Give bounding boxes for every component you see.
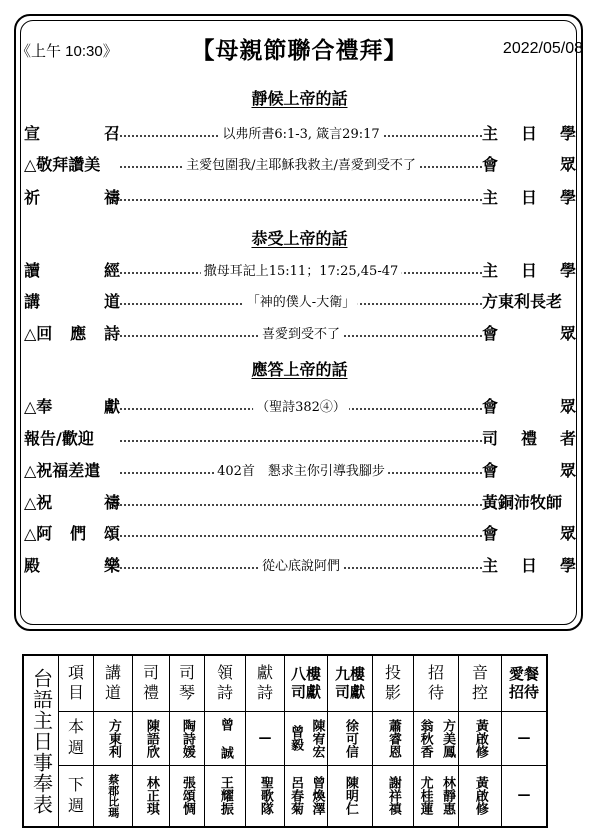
section-title-text: 恭受上帝的話 [251, 229, 348, 248]
name-group [205, 718, 245, 759]
person-name: 方東利 [105, 718, 121, 758]
schedule-column-header [205, 655, 246, 711]
name-group [285, 776, 327, 815]
service-row [24, 520, 576, 544]
name-group [133, 776, 169, 815]
schedule-column-header [285, 655, 328, 711]
row-leader-part: 日 [520, 123, 537, 143]
duty-schedule-table [22, 654, 548, 828]
schedule-cell [94, 765, 133, 827]
row-label-part: 道 [103, 291, 120, 311]
schedule-cell [94, 711, 133, 765]
schedule-column-header [459, 655, 502, 711]
row-label-part: 樂 [103, 555, 120, 575]
schedule-cell [414, 765, 459, 827]
schedule-cell [459, 765, 502, 827]
name-group [459, 776, 501, 815]
column-label: 投影 [384, 663, 401, 703]
row-label-part: 應 [70, 323, 87, 343]
row-label-part: 禱 [103, 492, 120, 512]
row-label [24, 394, 120, 417]
dotted-leader [120, 552, 482, 576]
service-time: 《上午 10:30》 [16, 43, 118, 60]
row-label-part: 讀 [24, 260, 41, 280]
schedule-cell [170, 765, 205, 827]
schedule-column-header [328, 655, 373, 711]
person-name: 黃啟修 [472, 776, 488, 816]
row-label-part: △祝 [24, 492, 53, 512]
row-label [24, 521, 120, 544]
person-name: 陳明仁 [342, 776, 358, 816]
person-name: 陳語欣 [143, 718, 159, 758]
row-leader-part: 眾 [559, 323, 576, 343]
row-label-part: 召 [103, 123, 120, 143]
row-detail: （聖詩382④） [253, 396, 349, 415]
person-name: 曾 誠 [217, 717, 233, 759]
name-group [414, 719, 458, 758]
bulletin-header [16, 30, 583, 66]
service-row [24, 151, 576, 175]
row-leader-part: 主 [482, 123, 499, 143]
section-title-text: 靜候上帝的話 [251, 89, 348, 108]
row-leader [482, 553, 576, 576]
row-leader-part: 司 [482, 428, 499, 448]
service-row [24, 425, 576, 449]
dotted-leader [120, 120, 482, 144]
row-leader-part: 會 [482, 460, 499, 480]
row-detail: 以弗所書6:1-3, 箴言29:17 [219, 123, 382, 142]
schedule-cell [205, 765, 246, 827]
row-label [24, 152, 120, 175]
row-label [24, 490, 120, 513]
schedule-column-header [502, 655, 548, 711]
row-label-part: △阿 [24, 523, 53, 543]
dotted-leader [120, 288, 482, 312]
row-detail: 「神的僕人-大衛」 [244, 291, 358, 310]
leader-dots [120, 504, 482, 506]
dotted-leader [120, 457, 482, 481]
dotted-leader [120, 393, 482, 417]
row-label [24, 121, 120, 144]
row-label-part: 講 [24, 291, 41, 311]
row-label-part: △回 [24, 323, 53, 343]
row-leader-part: 黃銅沛牧師 [482, 492, 563, 512]
name-group [459, 719, 501, 758]
person-name: 蔡郡比瑪 [106, 773, 120, 818]
column-label: 音控 [471, 663, 488, 703]
section-title [0, 86, 599, 109]
row-leader-part: 主 [482, 187, 499, 207]
person-name: 尤桂蓮 [417, 776, 433, 816]
dotted-leader [120, 489, 482, 513]
name-group [414, 776, 458, 815]
person-name: — [517, 788, 531, 804]
schedule-cell [328, 711, 373, 765]
row-leader [482, 394, 576, 417]
person-name: 呂春菊 [288, 776, 304, 816]
name-group [94, 719, 132, 758]
service-row [24, 120, 576, 144]
row-label-part: 報告/歡迎 [24, 428, 94, 448]
service-row [24, 320, 576, 344]
person-name: 謝祥禛 [385, 776, 401, 816]
column-label: 項目 [67, 663, 84, 703]
person-name: 曾煥澤 [309, 776, 325, 816]
schedule-cell [285, 765, 328, 827]
column-label: 領詩 [216, 663, 233, 703]
row-leader [482, 152, 576, 175]
service-row [24, 489, 576, 513]
dotted-leader [120, 425, 482, 449]
row-leader-part: 日 [520, 260, 537, 280]
row-leader-part: 學 [559, 555, 576, 575]
name-group [502, 731, 546, 746]
row-label-part: 宣 [24, 123, 41, 143]
schedule-column-header [94, 655, 133, 711]
name-group [373, 776, 413, 815]
name-group [328, 776, 372, 815]
schedule-column-header [170, 655, 205, 711]
schedule-column-header [246, 655, 285, 711]
row-label-part: 經 [103, 260, 120, 280]
leader-dots [120, 440, 482, 442]
row-label-part: 詩 [103, 323, 120, 343]
name-group [373, 719, 413, 758]
person-name: 方美鳳 [440, 718, 456, 758]
row-label [24, 258, 120, 281]
row-leader-part: 日 [520, 187, 537, 207]
service-row [24, 257, 576, 281]
schedule-cell [133, 711, 170, 765]
person-name: 林靜惠 [440, 776, 456, 816]
row-leader-part: 會 [482, 323, 499, 343]
dotted-leader [120, 257, 482, 281]
row-label-part: 禱 [103, 187, 120, 207]
row-label-part: △祝福差遣 [24, 460, 101, 480]
name-group [94, 774, 132, 818]
person-name: — [258, 730, 272, 746]
column-label: 招待 [427, 663, 444, 703]
row-leader [482, 185, 576, 208]
week-label: 本週 [67, 717, 84, 757]
row-leader [482, 289, 576, 312]
row-label [24, 185, 120, 208]
row-label [24, 321, 120, 344]
column-label: 司禮 [142, 663, 159, 703]
person-name: 徐可信 [342, 718, 358, 758]
schedule-cell [373, 711, 414, 765]
row-leader [482, 521, 576, 544]
column-label: 獻詩 [256, 663, 273, 703]
row-leader-part: 主 [482, 555, 499, 575]
schedule-cell [133, 765, 170, 827]
leader-dots [120, 199, 482, 201]
row-label [24, 426, 120, 449]
row-label-part: 獻 [103, 396, 120, 416]
row-label [24, 553, 120, 576]
row-leader-part: 學 [559, 260, 576, 280]
schedule-row [23, 765, 547, 827]
row-label-part: 們 [70, 523, 87, 543]
schedule-cell [414, 711, 459, 765]
dotted-leader [120, 320, 482, 344]
person-name: 王耀振 [217, 776, 233, 816]
name-group [205, 776, 245, 815]
person-name: 陳宥宏 [309, 718, 325, 758]
schedule-column-header [373, 655, 414, 711]
row-leader-part: 眾 [559, 154, 576, 174]
row-leader [482, 121, 576, 144]
name-group [246, 776, 284, 815]
name-group [133, 719, 169, 758]
dotted-leader [120, 184, 482, 208]
row-detail: 從心底說阿們 [259, 555, 343, 574]
schedule-title-cell [23, 655, 59, 827]
schedule-cell [285, 711, 328, 765]
name-group [285, 719, 327, 758]
row-detail: 402首 懇求主你引導我腳步 [214, 460, 388, 479]
row-detail: 主愛包圍我/主耶穌我救主/喜愛到受不了 [183, 154, 419, 173]
row-leader [482, 490, 576, 513]
service-row [24, 184, 576, 208]
person-name: — [517, 730, 531, 746]
row-leader-part: 方東利長老 [482, 291, 563, 311]
row-leader-part: 主 [482, 260, 499, 280]
name-group [246, 731, 284, 746]
schedule-cell [170, 711, 205, 765]
service-date: 2022/05/08 [502, 40, 583, 57]
person-name: 林正琪 [143, 776, 159, 816]
row-label-part: △敬拜讚美 [24, 154, 101, 174]
schedule-cell [328, 765, 373, 827]
row-leader [482, 426, 576, 449]
dotted-leader [120, 520, 482, 544]
row-leader [482, 458, 576, 481]
name-group [170, 719, 204, 758]
schedule-cell [502, 711, 548, 765]
row-leader-part: 者 [559, 428, 576, 448]
schedule-header-row [23, 655, 547, 711]
row-leader-part: 學 [559, 123, 576, 143]
row-leader-part: 會 [482, 396, 499, 416]
week-label: 下週 [67, 774, 84, 815]
schedule-cell [246, 711, 285, 765]
column-label: 八樓司獻 [290, 664, 321, 702]
row-leader-part: 日 [520, 555, 537, 575]
name-group [502, 788, 546, 803]
week-cell [59, 711, 94, 765]
schedule-cell [373, 765, 414, 827]
schedule-column-header [59, 655, 94, 711]
row-label-part: 頌 [103, 523, 120, 543]
schedule-row [23, 711, 547, 765]
row-label-part: 祈 [24, 187, 41, 207]
schedule-cell [246, 765, 285, 827]
service-row [24, 288, 576, 312]
row-label-part: △奉 [24, 396, 53, 416]
person-name: 曾毅 [288, 725, 304, 751]
schedule-cell [205, 711, 246, 765]
row-label [24, 458, 120, 481]
person-name: 黃啟修 [472, 718, 488, 758]
schedule-title: 台語主日事奉表 [29, 667, 54, 815]
service-title: 【母親節聯合禮拜】 [191, 38, 408, 64]
dotted-leader [120, 151, 482, 175]
name-group [170, 776, 204, 815]
row-leader-part: 眾 [559, 523, 576, 543]
row-detail: 撒母耳記上15:11；17:25,45-47 [201, 260, 402, 279]
service-row [24, 457, 576, 481]
row-label [24, 289, 120, 312]
schedule-column-header [133, 655, 170, 711]
row-leader-part: 會 [482, 523, 499, 543]
row-leader [482, 258, 576, 281]
week-cell [59, 765, 94, 827]
column-label: 九樓司獻 [334, 664, 365, 702]
row-leader-part: 禮 [520, 428, 537, 448]
leader-dots [120, 535, 482, 537]
row-detail: 喜愛到受不了 [259, 323, 343, 342]
section-title [0, 226, 599, 249]
person-name: 張頌惆 [179, 776, 195, 816]
row-leader-part: 眾 [559, 460, 576, 480]
row-leader-part: 學 [559, 187, 576, 207]
service-row [24, 552, 576, 576]
column-label: 講道 [104, 663, 121, 703]
section-title-text: 應答上帝的話 [251, 360, 348, 379]
schedule-column-header [414, 655, 459, 711]
schedule-cell [502, 765, 548, 827]
person-name: 聖歌隊 [257, 776, 273, 816]
person-name: 蕭睿恩 [385, 718, 401, 758]
row-leader [482, 321, 576, 344]
person-name: 翁秋香 [417, 718, 433, 758]
person-name: 陶詩媛 [179, 718, 195, 758]
column-label: 愛餐招待 [508, 664, 539, 702]
row-leader-part: 眾 [559, 396, 576, 416]
schedule-cell [459, 711, 502, 765]
column-label: 司琴 [178, 663, 195, 703]
section-title [0, 357, 599, 380]
row-label-part: 殿 [24, 555, 41, 575]
name-group [328, 719, 372, 758]
service-row [24, 393, 576, 417]
row-leader-part: 會 [482, 154, 499, 174]
